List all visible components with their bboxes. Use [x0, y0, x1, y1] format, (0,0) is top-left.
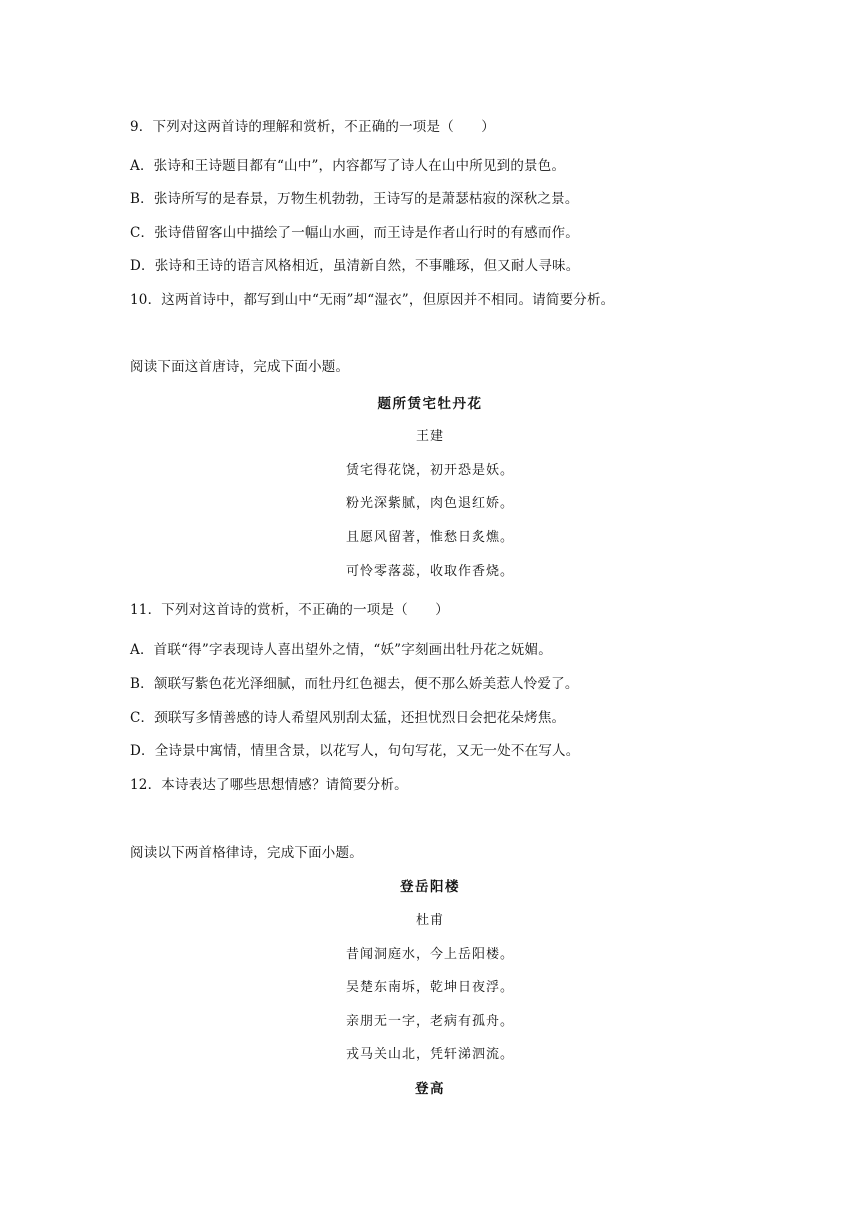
poem-line: 戎马关山北，凭轩涕泗流。 — [345, 1047, 514, 1062]
poem-author-1: 王建 — [415, 429, 444, 444]
question-10: 10．这两首诗中，都写到山中“无雨”却“湿衣”，但原因并不相同。请简要分析。 — [130, 292, 615, 308]
question-9-stem: 9．下列对这两首诗的理解和赏析，不正确的一项是（ ） — [130, 119, 495, 135]
question-9-option-c: C．张诗借留客山中描绘了一幅山水画，而王诗是作者山行时的有感而作。 — [130, 225, 579, 241]
poem-title-3: 登高 — [415, 1081, 445, 1097]
poem-line: 且愿风留著，惟愁日炙燋。 — [345, 530, 514, 545]
poem-line: 吴楚东南坼，乾坤日夜浮。 — [345, 980, 514, 995]
question-11-option-c: C．颈联写多情善感的诗人希望风别刮太猛，还担忧烈日会把花朵烤焦。 — [130, 710, 566, 726]
question-9-option-a: A．张诗和王诗题目都有“山中”，内容都写了诗人在山中所见到的景色。 — [130, 158, 566, 174]
question-11-option-a: A．首联“得”字表现诗人喜出望外之情，“妖”字刻画出牡丹花之妩媚。 — [130, 642, 552, 658]
reading-intro-2: 阅读以下两首格律诗，完成下面小题。 — [130, 845, 363, 861]
poem-line: 赁宅得花饶，初开恐是妖。 — [345, 463, 514, 478]
reading-intro-1: 阅读下面这首唐诗，完成下面小题。 — [130, 359, 350, 375]
poem-line: 可怜零落蕊，收取作香烧。 — [345, 564, 514, 579]
poem-title-2: 登岳阳楼 — [400, 879, 460, 895]
question-9-option-b: B．张诗所写的是春景，万物生机勃勃，王诗写的是萧瑟枯寂的深秋之景。 — [130, 191, 579, 207]
question-9-option-d: D．张诗和王诗的语言风格相近，虽清新自然，不事雕琢，但又耐人寻味。 — [130, 258, 580, 274]
poem-line: 亲朋无一字，老病有孤舟。 — [345, 1014, 514, 1029]
poem-line: 粉光深紫腻，肉色退红娇。 — [345, 496, 514, 511]
poem-title-1: 题所赁宅牡丹花 — [377, 396, 483, 412]
question-11-option-d: D．全诗景中寓情，情里含景，以花写人，句句写花，又无一处不在写人。 — [130, 743, 580, 759]
poem-line: 昔闻洞庭水，今上岳阳楼。 — [345, 947, 514, 962]
question-11-option-b: B．颔联写紫色花光泽细腻，而牡丹红色褪去，便不那么娇美惹人怜爱了。 — [130, 676, 579, 692]
question-11-stem: 11．下列对这首诗的赏析，不正确的一项是（ ） — [130, 602, 449, 618]
question-12: 12．本诗表达了哪些思想情感？请简要分析。 — [130, 777, 408, 793]
poem-author-2: 杜甫 — [415, 913, 444, 928]
